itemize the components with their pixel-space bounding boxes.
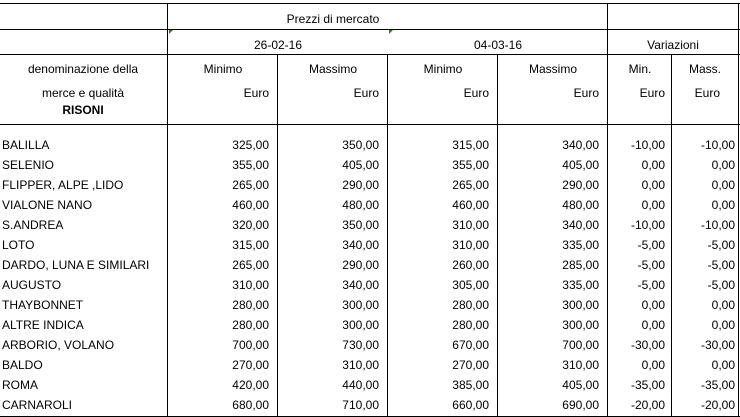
cell-name: THAYBONNET [2, 298, 84, 312]
cell-vmin: -5,00 [637, 238, 665, 252]
cell-max1: 290,00 [342, 258, 379, 272]
cell-max2: 405,00 [562, 158, 599, 172]
date2-header: 04-03-16 [473, 38, 523, 52]
cell-vmax: 0,00 [711, 358, 735, 372]
cell-max1: 340,00 [342, 238, 379, 252]
min1-header: Minimo [203, 62, 243, 76]
grid-line-vertical [167, 3, 168, 417]
cell-max2: 480,00 [562, 198, 599, 212]
grid-line-vertical [277, 54, 278, 417]
cell-vmin: 0,00 [641, 298, 665, 312]
cell-name: BALILLA [2, 138, 50, 152]
currency-var-max: Euro [694, 86, 720, 100]
cell-vmin: 0,00 [641, 158, 665, 172]
grid-line-horizontal [0, 29, 740, 30]
cell-name: FLIPPER, ALPE ,LIDO [2, 178, 124, 192]
cell-max1: 480,00 [342, 198, 379, 212]
cell-name: CARNAROLI [2, 398, 73, 412]
cell-min1: 265,00 [232, 178, 269, 192]
min2-header: Minimo [423, 62, 463, 76]
cell-min1: 325,00 [232, 138, 269, 152]
cell-name: AUGUSTO [2, 278, 62, 292]
cell-max1: 300,00 [342, 318, 379, 332]
cell-vmin: 0,00 [641, 178, 665, 192]
cell-min2: 260,00 [452, 258, 489, 272]
cell-max2: 290,00 [562, 178, 599, 192]
cell-min2: 270,00 [452, 358, 489, 372]
cell-vmin: 0,00 [641, 318, 665, 332]
cell-vmax: -30,00 [700, 338, 735, 352]
grid-line-vertical [671, 54, 672, 417]
cell-vmin: 0,00 [641, 198, 665, 212]
cell-max1: 300,00 [342, 298, 379, 312]
cell-min2: 280,00 [452, 318, 489, 332]
cell-name: ALTRE INDICA [2, 318, 84, 332]
cell-max1: 350,00 [342, 138, 379, 152]
cell-max2: 690,00 [562, 398, 599, 412]
cell-vmax: -20,00 [700, 398, 735, 412]
cell-vmax: -5,00 [707, 238, 735, 252]
grid-line-horizontal [0, 3, 740, 4]
cell-name: DARDO, LUNA E SIMILARI [2, 258, 150, 272]
cell-min1: 270,00 [232, 358, 269, 372]
cell-min1: 315,00 [232, 238, 269, 252]
cell-name: BALDO [2, 358, 43, 372]
cell-max1: 710,00 [342, 398, 379, 412]
cell-name: ARBORIO, VOLANO [2, 338, 115, 352]
cell-vmin: -10,00 [630, 218, 665, 232]
description-header-line2: merce e qualità [41, 86, 125, 100]
cell-max2: 700,00 [562, 338, 599, 352]
cell-min1: 680,00 [232, 398, 269, 412]
grid-line-vertical [738, 3, 739, 417]
cell-min2: 310,00 [452, 238, 489, 252]
cell-max2: 405,00 [562, 378, 599, 392]
cell-min1: 460,00 [232, 198, 269, 212]
currency-max2: Euro [573, 86, 599, 100]
grid-line-vertical [497, 54, 498, 417]
cell-min2: 310,00 [452, 218, 489, 232]
cell-max2: 335,00 [562, 278, 599, 292]
cell-min1: 320,00 [232, 218, 269, 232]
cell-max1: 340,00 [342, 278, 379, 292]
var-max-header: Mass. [688, 62, 721, 76]
cell-vmax: -35,00 [700, 378, 735, 392]
cell-min2: 280,00 [452, 298, 489, 312]
cell-vmin: -35,00 [630, 378, 665, 392]
cell-max2: 300,00 [562, 298, 599, 312]
cell-min1: 700,00 [232, 338, 269, 352]
cell-max2: 335,00 [562, 238, 599, 252]
max2-header: Massimo [528, 62, 577, 76]
grid-line-vertical [387, 54, 388, 417]
section-title: RISONI [62, 103, 104, 117]
cell-min2: 460,00 [452, 198, 489, 212]
cell-vmax: -5,00 [707, 278, 735, 292]
date1-header: 26-02-16 [253, 38, 303, 52]
cell-max2: 340,00 [562, 138, 599, 152]
cell-min1: 280,00 [232, 318, 269, 332]
cell-min2: 660,00 [452, 398, 489, 412]
currency-min2: Euro [463, 86, 489, 100]
cell-vmax: 0,00 [711, 178, 735, 192]
cell-max1: 405,00 [342, 158, 379, 172]
cell-min2: 385,00 [452, 378, 489, 392]
cell-vmin: -20,00 [630, 398, 665, 412]
var-min-header: Min. [628, 62, 652, 76]
cell-min1: 420,00 [232, 378, 269, 392]
cell-vmin: 0,00 [641, 358, 665, 372]
cell-max1: 730,00 [342, 338, 379, 352]
cell-min2: 670,00 [452, 338, 489, 352]
currency-min1: Euro [243, 86, 269, 100]
cell-min2: 265,00 [452, 178, 489, 192]
market-prices-header: Prezzi di mercato [286, 12, 380, 26]
cell-max1: 290,00 [342, 178, 379, 192]
cell-max2: 340,00 [562, 218, 599, 232]
cell-max2: 300,00 [562, 318, 599, 332]
cell-min1: 310,00 [232, 278, 269, 292]
cell-min2: 305,00 [452, 278, 489, 292]
cell-min2: 355,00 [452, 158, 489, 172]
cell-vmax: -10,00 [700, 138, 735, 152]
cell-vmin: -5,00 [637, 278, 665, 292]
currency-max1: Euro [353, 86, 379, 100]
grid-line-horizontal [0, 54, 740, 55]
cell-vmin: -30,00 [630, 338, 665, 352]
cell-vmax: 0,00 [711, 158, 735, 172]
cell-min1: 280,00 [232, 298, 269, 312]
grid-line-horizontal [0, 124, 740, 125]
cell-name: VIALONE NANO [2, 198, 93, 212]
cell-vmax: 0,00 [711, 298, 735, 312]
cell-name: LOTO [2, 238, 35, 252]
cell-vmax: 0,00 [711, 318, 735, 332]
cell-max2: 285,00 [562, 258, 599, 272]
cell-vmin: -5,00 [637, 258, 665, 272]
cell-max1: 440,00 [342, 378, 379, 392]
currency-var-min: Euro [639, 86, 665, 100]
cell-vmax: 0,00 [711, 198, 735, 212]
max1-header: Massimo [308, 62, 357, 76]
cell-min1: 355,00 [232, 158, 269, 172]
cell-name: ROMA [2, 378, 38, 392]
cell-min1: 265,00 [232, 258, 269, 272]
cell-max2: 310,00 [562, 358, 599, 372]
cell-min2: 315,00 [452, 138, 489, 152]
cell-name: S.ANDREA [2, 218, 64, 232]
cell-name: SELENIO [2, 158, 55, 172]
description-header-line1: denominazione della [27, 62, 139, 76]
grid-line-vertical [607, 3, 608, 417]
cell-vmax: -10,00 [700, 218, 735, 232]
cell-max1: 310,00 [342, 358, 379, 372]
cell-vmin: -10,00 [630, 138, 665, 152]
variations-header: Variazioni [647, 38, 699, 52]
cell-vmax: -5,00 [707, 258, 735, 272]
cell-max1: 350,00 [342, 218, 379, 232]
